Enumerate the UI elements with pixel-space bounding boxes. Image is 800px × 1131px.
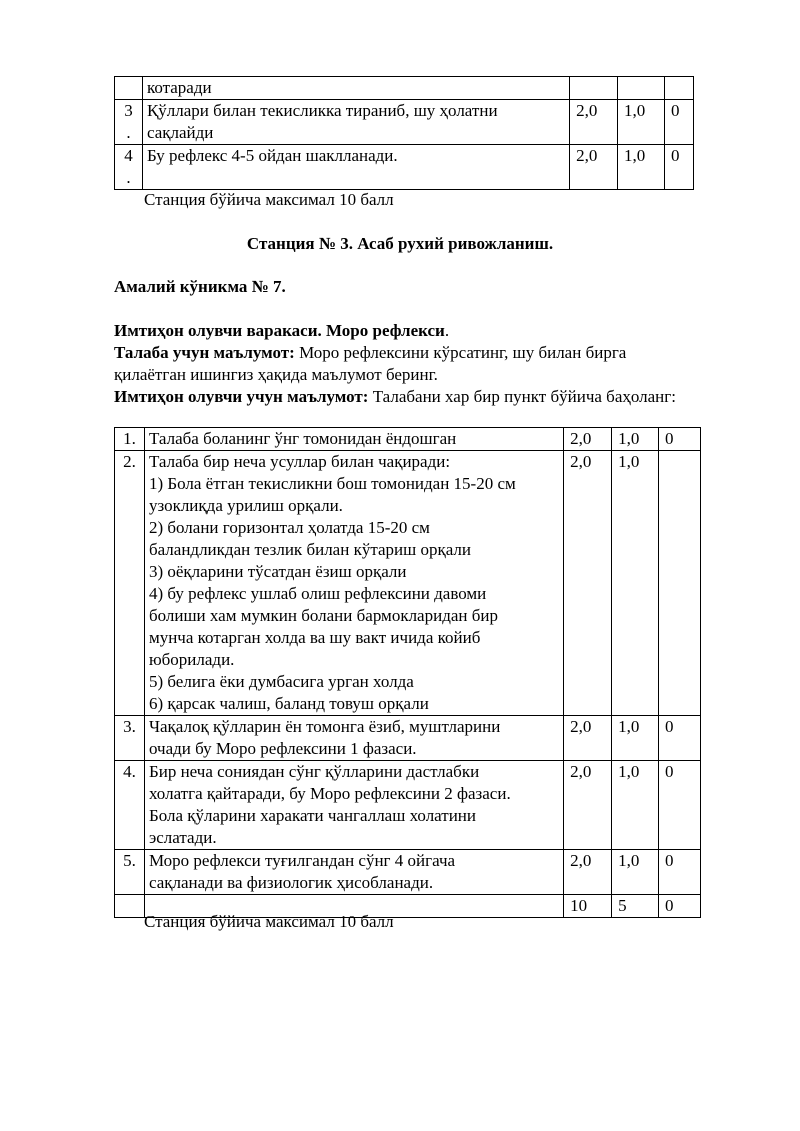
score-partial-cell: 1,0 xyxy=(618,100,665,145)
station-title: Станция № 3. Асаб рухий ривожланиш. xyxy=(246,234,554,253)
criterion-cell xyxy=(144,761,563,850)
row-number-cell xyxy=(115,77,143,100)
score-max-cell: 10 xyxy=(564,895,612,918)
criterion-cell: Бу рефлекс 4-5 ойдан шаклланади. xyxy=(142,145,569,190)
student-info-text-1: Моро рефлексини кўрсатинг, шу билан бирга xyxy=(294,343,627,362)
examiner-info xyxy=(114,386,676,408)
text-line: 3 xyxy=(124,101,133,120)
text-line: Чақалоқ қўлларин ён томонга ёзиб, муштларини xyxy=(148,717,501,736)
text-line: узоклиқда урилиш орқали. xyxy=(148,496,343,515)
row-number-cell: 5. xyxy=(115,850,145,895)
text-line: мунча котарган холда ва шу вакт ичида койиб xyxy=(148,628,481,647)
table-row xyxy=(115,716,701,761)
row-number-cell: 2. xyxy=(115,451,145,716)
table-row xyxy=(115,761,701,850)
score-partial-cell: 1,0 xyxy=(612,451,659,716)
score-partial-cell: 1,0 xyxy=(612,716,659,761)
text-line: Талаба бир неча усуллар билан чақиради: xyxy=(148,452,451,471)
sheet-title-end: . xyxy=(444,321,450,340)
scoring-table-1 xyxy=(114,76,694,190)
score-max-cell: 2,0 xyxy=(564,761,612,850)
text-line: эслатади. xyxy=(148,828,217,847)
row-number-cell: 1. xyxy=(115,428,145,451)
station-max-note-1: Станция бўйича максимал 10 балл xyxy=(144,190,394,209)
examiner-info-label: Имтиҳон олувчи учун маълумот: xyxy=(114,387,369,406)
row-number-cell xyxy=(115,895,145,918)
row-number-cell: 4. xyxy=(115,761,145,850)
student-info-label: Талаба учун маълумот: xyxy=(114,343,295,362)
examiner-info-text: Талабани хар бир пункт бўйича баҳоланг: xyxy=(368,387,676,406)
text-line: сақлайди xyxy=(146,123,214,142)
text-line: 1) Бола ётган текисликни бош томонидан 15-20 см xyxy=(148,474,516,493)
text-line: Бир неча сониядан сўнг қўлларини дастлабки xyxy=(148,762,480,781)
score-max-cell: 2,0 xyxy=(570,100,618,145)
criterion-cell: котаради xyxy=(142,77,569,100)
text-line: 2) болани горизонтал ҳолатда 15-20 см xyxy=(148,518,430,537)
criterion-cell xyxy=(144,716,563,761)
score-max-cell: 2,0 xyxy=(570,145,618,190)
text-line: холатга қайтаради, бу Моро рефлексини 2 фазаси. xyxy=(148,784,511,803)
text-line: 6) қарсак чалиш, баланд товуш орқали xyxy=(148,694,429,713)
text-line: 4) бу рефлекс ушлаб олиш рефлексини давоми xyxy=(148,584,487,603)
text-line: болиши хам мумкин болани бармокларидан бир xyxy=(148,606,498,625)
score-partial-cell: 1,0 xyxy=(618,145,665,190)
score-max-cell: 2,0 xyxy=(564,428,612,451)
score-partial-cell: 1,0 xyxy=(612,850,659,895)
table-row xyxy=(115,428,701,451)
score-zero-cell: 0 xyxy=(659,850,701,895)
text-line: юборилади. xyxy=(148,650,235,669)
criterion-cell xyxy=(144,850,563,895)
score-zero-cell: 0 xyxy=(659,895,701,918)
text-line: Қўллари билан текисликка тираниб, шу ҳолатни xyxy=(146,101,498,120)
text-line: 4 xyxy=(124,146,133,165)
scoring-table-2 xyxy=(114,427,701,918)
score-zero-cell: 0 xyxy=(659,428,701,451)
score-zero-cell: 0 xyxy=(664,100,693,145)
text-line: 5) белига ёки думбасига урган холда xyxy=(148,672,414,691)
sheet-title-text: Имтиҳон олувчи варакаси. Моро рефлекси xyxy=(114,321,445,340)
score-max-cell: 2,0 xyxy=(564,451,612,716)
score-zero-cell xyxy=(664,77,693,100)
row-number-cell: 3. xyxy=(115,716,145,761)
text-line: баландликдан тезлик билан кўтариш орқали xyxy=(148,540,471,559)
criterion-cell: Талаба боланинг ўнг томонидан ёндошган xyxy=(144,428,563,451)
score-partial-cell: 1,0 xyxy=(612,761,659,850)
score-max-cell xyxy=(570,77,618,100)
text-line: . xyxy=(126,123,131,142)
criterion-cell xyxy=(144,451,563,716)
score-zero-cell: 0 xyxy=(664,145,693,190)
table-row xyxy=(115,100,694,145)
text-line: сақланади ва физиологик ҳисобланади. xyxy=(148,873,434,892)
score-partial-cell: 1,0 xyxy=(612,428,659,451)
score-max-cell: 2,0 xyxy=(564,850,612,895)
score-max-cell: 2,0 xyxy=(564,716,612,761)
row-number-cell xyxy=(115,100,143,145)
criterion-cell xyxy=(142,100,569,145)
text-line: Моро рефлекси туғилгандан сўнг 4 ойгача xyxy=(148,851,456,870)
score-zero-cell: 0 xyxy=(659,761,701,850)
student-info-cont: қилаётган ишингиз ҳақида маълумот беринг. xyxy=(114,365,438,384)
student-info xyxy=(114,342,626,364)
score-zero-cell xyxy=(659,451,701,716)
score-partial-cell: 5 xyxy=(612,895,659,918)
text-line: очади бу Моро рефлексини 1 фазаси. xyxy=(148,739,417,758)
text-line: 3) оёқларини тўсатдан ёзиш орқали xyxy=(148,562,407,581)
skill-title: Амалий кўникма № 7. xyxy=(114,277,286,296)
text-line: Бола қўларини харакати чангаллаш холатини xyxy=(148,806,477,825)
score-partial-cell xyxy=(618,77,665,100)
sheet-title xyxy=(114,320,449,342)
table-row xyxy=(115,451,701,716)
text-line: . xyxy=(126,168,131,187)
table-row xyxy=(115,77,694,100)
table-row xyxy=(115,145,694,190)
row-number-cell xyxy=(115,145,143,190)
station-max-note-2: Станция бўйича максимал 10 балл xyxy=(144,912,394,931)
table-row xyxy=(115,850,701,895)
score-zero-cell: 0 xyxy=(659,716,701,761)
